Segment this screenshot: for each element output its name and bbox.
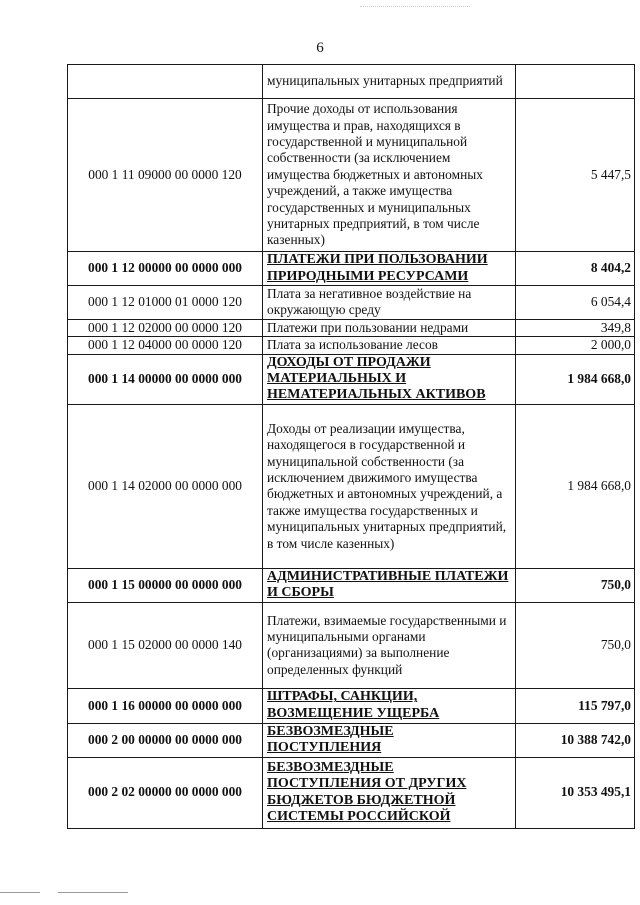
- table-row: [68, 65, 635, 99]
- table-row-section: [68, 568, 635, 602]
- amount-cell: 115 797,0: [516, 688, 635, 723]
- revenue-name-text: БЕЗВОЗМЕЗДНЫЕ ПОСТУПЛЕНИЯ ОТ ДРУГИХ БЮДЖЕТОВ БЮДЖЕТНОЙ СИСТЕМЫ РОССИЙСКОЙ: [267, 759, 467, 825]
- revenue-name-cell: [263, 757, 516, 828]
- budget-code-cell: 000 1 14 00000 00 0000 000: [68, 354, 263, 404]
- table-row: [68, 404, 635, 568]
- amount-cell: 750,0: [516, 602, 635, 688]
- revenue-name-text: ДОХОДЫ ОТ ПРОДАЖИ МАТЕРИАЛЬНЫХ И НЕМАТЕРИАЛЬНЫХ АКТИВОВ: [267, 354, 486, 403]
- budget-code-cell: [68, 65, 263, 99]
- amount-cell: 2 000,0: [516, 337, 635, 354]
- revenue-table-body: [68, 65, 635, 829]
- budget-code-cell: 000 2 02 00000 00 0000 000: [68, 757, 263, 828]
- revenue-name-text: БЕЗВОЗМЕЗДНЫЕ ПОСТУПЛЕНИЯ: [267, 723, 394, 756]
- scan-artifact-line: [0, 892, 40, 893]
- budget-code-cell: 000 1 15 02000 00 0000 140: [68, 602, 263, 688]
- table-row-section: [68, 252, 635, 286]
- table-row-section: [68, 354, 635, 404]
- scan-artifact-line: [58, 892, 128, 893]
- revenue-name-cell: [263, 723, 516, 757]
- budget-code-cell: 000 1 16 00000 00 0000 000: [68, 688, 263, 723]
- scan-artifact: [360, 6, 470, 9]
- revenue-name-cell: [263, 688, 516, 723]
- amount-cell: [516, 65, 635, 99]
- table-row: [68, 319, 635, 336]
- table-row-section: [68, 723, 635, 757]
- amount-cell: 349,8: [516, 319, 635, 336]
- budget-code-cell: 000 1 14 02000 00 0000 000: [68, 404, 263, 568]
- amount-cell: 1 984 668,0: [516, 354, 635, 404]
- amount-cell: 10 353 495,1: [516, 757, 635, 828]
- amount-cell: 10 388 742,0: [516, 723, 635, 757]
- revenue-table: [67, 64, 635, 829]
- table-row: [68, 99, 635, 252]
- budget-code-cell: 000 1 12 04000 00 0000 120: [68, 337, 263, 354]
- budget-code-cell: 000 1 12 00000 00 0000 000: [68, 252, 263, 286]
- revenue-name-text: АДМИНИСТРАТИВНЫЕ ПЛАТЕЖИ И СБОРЫ: [267, 568, 509, 601]
- budget-code-cell: 000 1 15 00000 00 0000 000: [68, 568, 263, 602]
- revenue-name-cell: Платежи при пользовании недрами: [263, 319, 516, 336]
- table-row: [68, 602, 635, 688]
- budget-code-cell: 000 1 11 09000 00 0000 120: [68, 99, 263, 252]
- budget-code-cell: 000 1 12 01000 01 0000 120: [68, 286, 263, 320]
- revenue-name-cell: Платежи, взимаемые государственными и муниципальными органами (организациями) за выполнение определенных функций: [263, 602, 516, 688]
- revenue-name-cell: Плата за негативное воздействие на окружающую среду: [263, 286, 516, 320]
- revenue-name-cell: Плата за использование лесов: [263, 337, 516, 354]
- table-row: [68, 286, 635, 320]
- budget-code-cell: 000 1 12 02000 00 0000 120: [68, 319, 263, 336]
- amount-cell: 8 404,2: [516, 252, 635, 286]
- revenue-name-text: ШТРАФЫ, САНКЦИИ, ВОЗМЕЩЕНИЕ УЩЕРБА: [267, 689, 440, 721]
- amount-cell: 750,0: [516, 568, 635, 602]
- revenue-name-cell: муниципальных унитарных предприятий: [263, 65, 516, 99]
- budget-code-cell: 000 2 00 00000 00 0000 000: [68, 723, 263, 757]
- revenue-name-cell: [263, 568, 516, 602]
- table-row-section: [68, 757, 635, 828]
- table-row-section: [68, 688, 635, 723]
- amount-cell: 5 447,5: [516, 99, 635, 252]
- revenue-name-text: ПЛАТЕЖИ ПРИ ПОЛЬЗОВАНИИ ПРИРОДНЫМИ РЕСУРСАМИ: [267, 252, 488, 284]
- page-number: 6: [316, 40, 324, 56]
- revenue-name-cell: [263, 252, 516, 286]
- amount-cell: 6 054,4: [516, 286, 635, 320]
- revenue-name-cell: [263, 354, 516, 404]
- revenue-name-cell: Доходы от реализации имущества, находящегося в государственной и муниципальной собственности (за исключением движимого имущества бюджетных и автономных учреждений, а также имущества государственных и муниципальных унитарных предприятий, в том числе казенных): [263, 404, 516, 568]
- table-row: [68, 337, 635, 354]
- amount-cell: 1 984 668,0: [516, 404, 635, 568]
- revenue-name-cell: Прочие доходы от использования имущества и прав, находящихся в государственной и муниципальной собственности (за исключением имущества бюджетных и автономных учреждений, а также имущества государственных и муниципальных унитарных предприятий, в том числе казенных): [263, 99, 516, 252]
